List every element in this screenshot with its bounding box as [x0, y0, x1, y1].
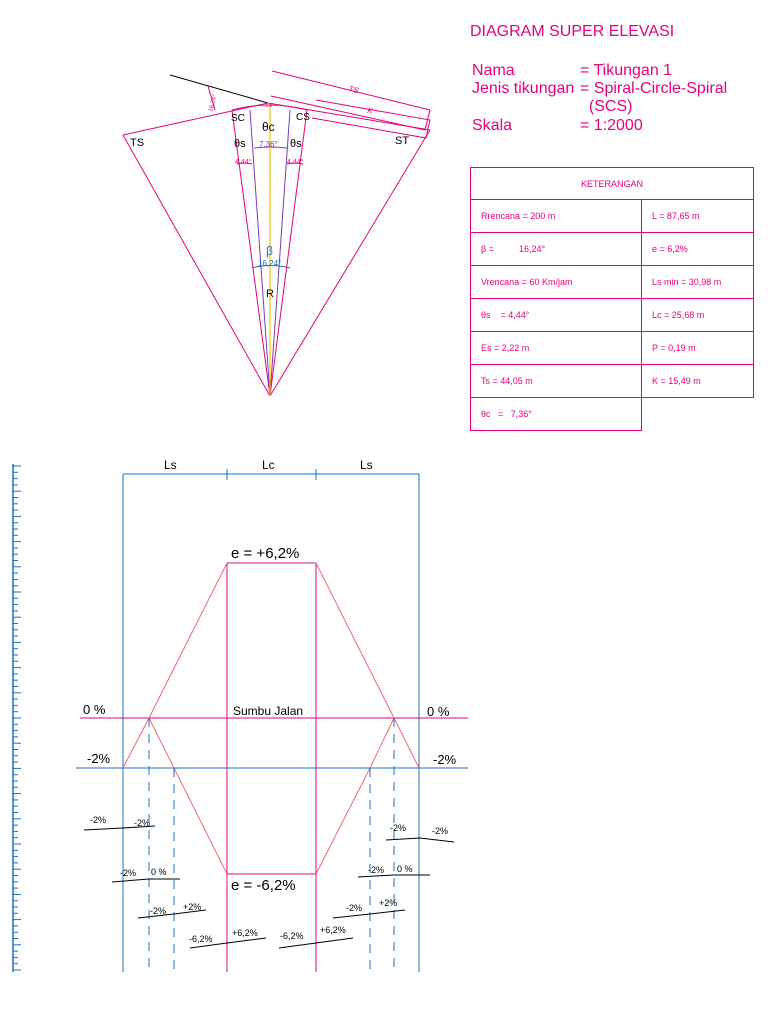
label-ls-left: Ls: [164, 458, 177, 472]
label-ts: TS: [130, 137, 145, 149]
ket-cell: β = 16,24°: [471, 233, 642, 266]
label-k-dimension: K: [366, 106, 374, 116]
label-sc: SC: [231, 113, 245, 124]
section-label: -2%: [150, 906, 167, 916]
outer-edge-left: [123, 563, 227, 768]
diagram-title: DIAGRAM SUPER ELEVASI: [470, 23, 675, 40]
label-angle-top: 16,24°: [208, 94, 219, 113]
section-label: -2%: [120, 868, 137, 878]
skala-value: = 1:2000: [580, 117, 643, 134]
skala-key: Skala: [472, 117, 513, 134]
ket-cell: Lc = 25,68 m: [642, 299, 754, 332]
section-label: 0 %: [397, 864, 413, 874]
label-theta-c: θc: [262, 120, 275, 134]
label-theta-s-right-value: 4,44°: [287, 159, 304, 166]
section-label: -2%: [368, 865, 385, 875]
label-theta-s-right: θs: [290, 138, 302, 150]
label-es: Es: [266, 103, 272, 109]
curve-geometry: [123, 71, 430, 396]
label-neg2-left: -2%: [87, 751, 111, 766]
section-label: -2%: [134, 818, 151, 828]
radius-cs: [270, 110, 307, 396]
radius-ts: [123, 135, 270, 396]
label-beta-value: 16,24°: [258, 259, 282, 268]
keterangan-title: KETERANGAN: [471, 168, 754, 200]
section-label: -6,2%: [280, 931, 304, 941]
label-theta-s-left-value: 4,44°: [235, 159, 252, 166]
section-label: +2%: [379, 898, 398, 908]
label-theta-s-left: θs: [234, 138, 246, 150]
inner-edge-left: [149, 718, 227, 874]
label-e-plus: e = +6,2%: [231, 545, 300, 562]
label-ts-dimension: TS: [347, 84, 360, 96]
jenis-key: Jenis tikungan: [472, 80, 575, 97]
ket-cell: θc = 7,36°: [471, 398, 642, 431]
inner-edge-right: [316, 718, 394, 874]
outer-edge-right: [316, 563, 419, 768]
section-label: +6,2%: [320, 925, 346, 935]
section-label: -2%: [390, 823, 407, 833]
tangent-extension-line: [170, 75, 268, 103]
label-neg2-right: -2%: [433, 752, 457, 767]
left-ruler: [13, 464, 21, 972]
ket-cell: Ts = 44,05 m: [471, 365, 642, 398]
section-label: -2%: [90, 815, 107, 825]
label-lc: Lc: [262, 458, 275, 472]
section-label: -2%: [346, 903, 363, 913]
label-e-minus: e = -6,2%: [231, 877, 296, 894]
section-label: +2%: [183, 902, 202, 912]
label-cs: CS: [296, 112, 310, 123]
radius-st: [270, 130, 430, 396]
label-theta-c-value: 7,36°: [259, 140, 278, 149]
ket-cell: Vrencana = 60 Km/jam: [471, 266, 642, 299]
label-zero-left: 0 %: [83, 702, 106, 717]
section-label: 0 %: [151, 867, 167, 877]
section-2-left: [112, 879, 180, 882]
section-label: -2%: [432, 826, 449, 836]
jenis-value: = Spiral-Circle-Spiral: [580, 80, 728, 97]
ket-cell: L = 87,65 m: [642, 200, 754, 233]
ket-cell: e = 6,2%: [642, 233, 754, 266]
profile-labels: [83, 458, 457, 944]
section-label: +6,2%: [232, 928, 258, 938]
jenis-value-2: (SCS): [580, 98, 633, 115]
label-r: R: [266, 288, 274, 300]
tangent-left: [123, 103, 268, 135]
section-label: -6,2%: [189, 934, 213, 944]
radius-theta-right: [270, 110, 290, 396]
ket-cell: θs = 4,44°: [471, 299, 642, 332]
nama-value: = Tikungan 1: [580, 62, 673, 79]
label-beta: β: [266, 244, 273, 258]
label-st: ST: [395, 135, 410, 147]
label-zero-right: 0 %: [427, 704, 450, 719]
label-sumbu-jalan: Sumbu Jalan: [233, 704, 304, 718]
ket-cell: P = 0,19 m: [642, 332, 754, 365]
ket-cell: Rrencana = 200 m: [471, 200, 642, 233]
radius-sc: [232, 110, 270, 396]
label-ls-right: Ls: [360, 458, 373, 472]
section-1-right: [386, 838, 454, 842]
nama-key: Nama: [472, 62, 515, 79]
ket-cell: Ls min = 30,98 m: [642, 266, 754, 299]
ts-dimension-box: [271, 71, 430, 130]
ket-cell: K = 15,49 m: [642, 365, 754, 398]
ket-cell: Es = 2,22 m: [471, 332, 642, 365]
